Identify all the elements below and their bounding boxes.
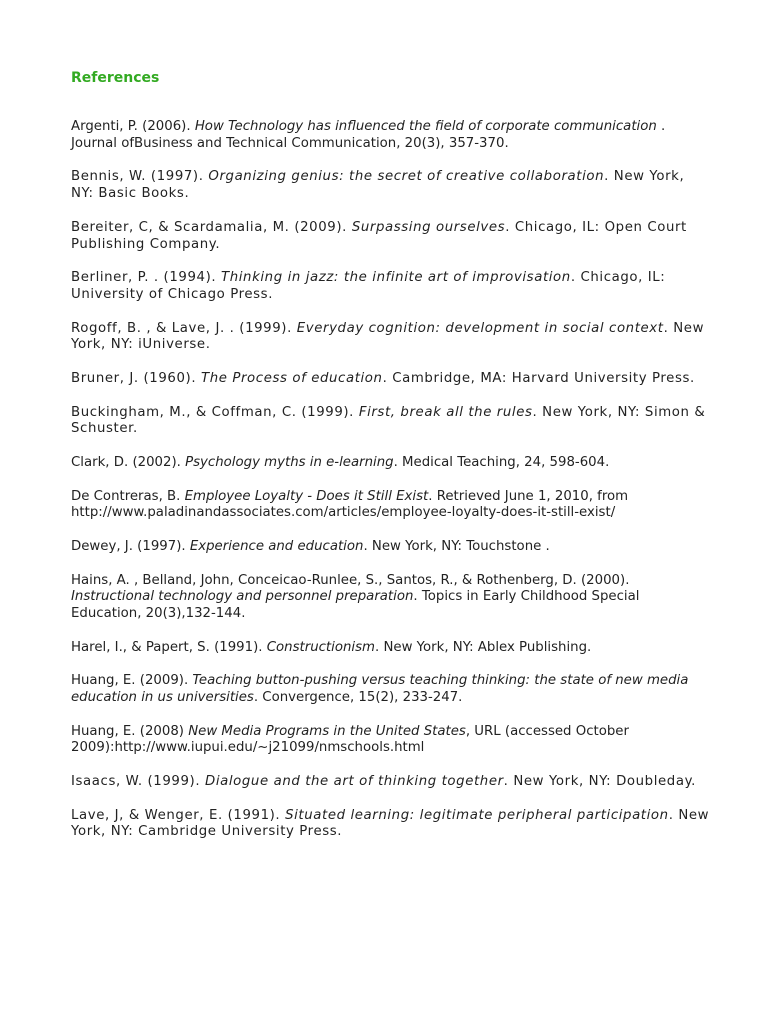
reference-authors-year: De Contreras, B. <box>71 488 185 504</box>
reference-title: Surpassing ourselves <box>351 219 506 235</box>
references-heading: References <box>71 70 160 86</box>
reference-title: How Technology has influenced the field of corporate communication <box>194 119 657 134</box>
reference-publication-details: . New York, NY: iUniverse. <box>71 320 705 353</box>
reference-authors-year: Bruner, J. (1960). <box>71 370 201 386</box>
reference-publication-details: . Chicago, IL: Open Court Publishing Company. <box>71 219 687 252</box>
reference-entry <box>71 489 711 523</box>
reference-authors-year: Clark, D. (2002). <box>71 454 186 470</box>
reference-title: Dialogue and the art of thinking together <box>204 774 504 790</box>
reference-entry <box>71 371 711 388</box>
reference-publication-details: . Cambridge, MA: Harvard University Press. <box>382 370 695 386</box>
reference-title: Experience and education <box>189 538 364 554</box>
references-page <box>71 69 711 858</box>
reference-title: The Process of education <box>201 370 383 386</box>
reference-entry <box>71 640 711 657</box>
reference-title: Employee Loyalty - Does it Still Exist <box>184 488 429 504</box>
reference-publication-details: . New York, NY: Basic Books. <box>71 169 685 202</box>
reference-publication-details: . New York, NY: Doubleday. <box>503 774 696 790</box>
reference-title: Everyday cognition: development in social context <box>296 320 664 336</box>
reference-title: Situated learning: legitimate peripheral participation <box>285 807 669 823</box>
reference-publication-details: . Medical Teaching, 24, 598-604. <box>393 454 610 470</box>
reference-title: Thinking in jazz: the infinite art of improvisation <box>221 270 571 286</box>
reference-title: Psychology myths in e-learning <box>185 454 394 470</box>
reference-publication-details: . New York, NY: Cambridge University Press. <box>71 807 710 840</box>
reference-entry <box>71 321 711 355</box>
reference-publication-details: . Chicago, IL: University of Chicago Press. <box>71 270 666 302</box>
reference-list <box>71 119 711 841</box>
reference-publication-details: . Convergence, 15(2), 233-247. <box>253 690 463 706</box>
reference-publication-details: . Retrieved June 1, 2010, from http://www.paladinandassociates.com/articles/employee-loyalty-does-it-still-exist/ <box>71 488 629 521</box>
reference-entry <box>71 405 711 439</box>
reference-authors-year: Buckingham, M., & Coffman, C. (1999). <box>71 404 359 420</box>
reference-entry <box>71 539 711 556</box>
reference-entry <box>71 169 711 203</box>
reference-entry <box>71 270 711 304</box>
reference-authors-year: Harel, I., & Papert, S. (1991). <box>71 639 267 655</box>
reference-authors-year: Hains, A. , Belland, John, Conceicao-Runlee, S., Santos, R., & Rothenberg, D. (2000). <box>71 572 630 588</box>
reference-title: Teaching button-pushing versus teaching thinking: the state of new media education in us universities <box>71 673 689 706</box>
reference-authors-year: Berliner, P. . (1994). <box>71 270 222 286</box>
reference-entry <box>71 455 711 472</box>
reference-title: First, break all the rules <box>358 404 533 420</box>
reference-authors-year: Rogoff, B. , & Lave, J. . (1999). <box>71 320 297 336</box>
reference-publication-details: . New York, NY: Touchstone . <box>363 538 550 554</box>
reference-entry <box>71 808 711 842</box>
reference-publication-details: . Topics in Early Childhood Special Education, 20(3),132-144. <box>71 589 640 622</box>
reference-entry <box>71 573 711 623</box>
reference-authors-year: Lave, J, & Wenger, E. (1991). <box>71 807 286 823</box>
reference-authors-year: Huang, E. (2009). <box>71 673 193 689</box>
reference-authors-year: Bennis, W. (1997). <box>71 169 209 185</box>
reference-entry <box>71 220 711 254</box>
reference-publication-details: . New York, NY: Ablex Publishing. <box>374 639 592 655</box>
reference-title: Organizing genius: the secret of creative collaboration <box>208 169 605 185</box>
reference-title: New Media Programs in the United States <box>188 723 466 739</box>
reference-title: Constructionism <box>266 639 375 655</box>
reference-title: Instructional technology and personnel preparation <box>71 589 414 605</box>
reference-entry <box>71 774 711 791</box>
reference-entry <box>71 673 711 707</box>
reference-authors-year: Bereiter, C, & Scardamalia, M. (2009). <box>71 219 352 235</box>
reference-authors-year: Isaacs, W. (1999). <box>71 774 205 790</box>
reference-authors-year: Dewey, J. (1997). <box>71 538 190 554</box>
reference-publication-details: . Journal ofBusiness and Technical Communication, 20(3), 357-370. <box>71 119 666 151</box>
reference-entry <box>71 119 711 153</box>
reference-authors-year: Huang, E. (2008) <box>71 723 189 739</box>
reference-entry <box>71 724 711 758</box>
reference-authors-year: Argenti, P. (2006). <box>71 119 195 134</box>
reference-publication-details: , URL (accessed October 2009):http://www.iupui.edu/~j21099/nmschools.html <box>71 723 629 756</box>
reference-publication-details: . New York, NY: Simon & Schuster. <box>71 404 706 437</box>
